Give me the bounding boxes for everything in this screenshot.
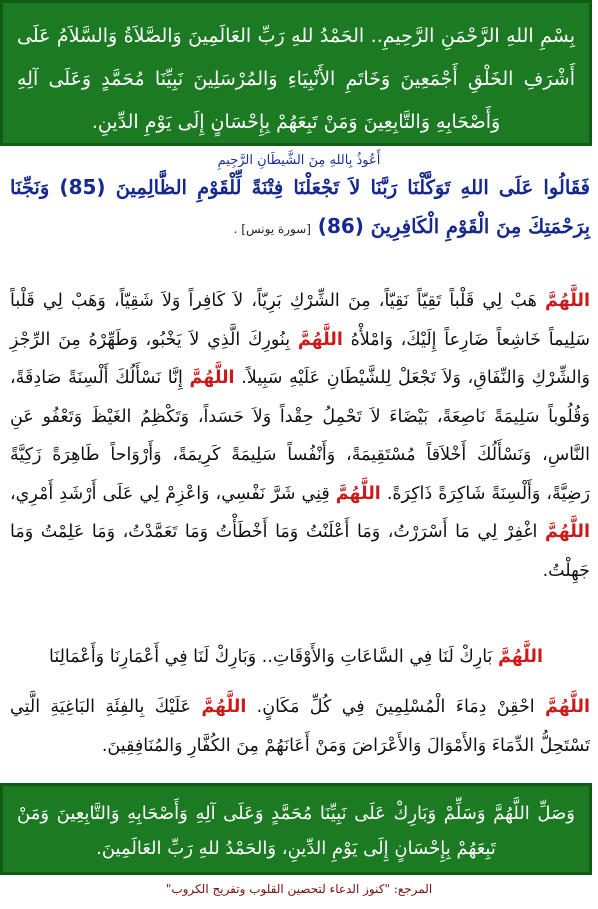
blessing-time-supplication <box>10 640 582 674</box>
ayah-number-86: (86) <box>317 214 364 238</box>
source-reference: المرجع: "كنوز الدعاء لتحصين القلوب وتفريج الكروب" <box>165 882 433 896</box>
allahumma-word: اللَّهُمَّ <box>545 291 590 311</box>
dua-segment-2: بِنُورِكَ الَّذِي لاَ يَخْبُو، وَطَهِّرْهُ مِنَ الرِّجْزِ وَالشِّرْكِ وَالنِّفَاقِ، وَلاَ تَجْعَلْ لِلشَّيْطَانِ عَلَيْهِ سَبِيلاً. <box>10 329 590 388</box>
verse-part-2: وَنَجِّنَا بِرَحْمَتِكَ مِنَ الْقَوْمِ الْكَافِرِينَ <box>10 176 590 238</box>
allahumma-word: اللَّهُمَّ <box>335 483 381 504</box>
surah-reference: [سورة يونس] . <box>233 222 311 236</box>
quran-verse <box>10 168 590 248</box>
allahumma-word: اللَّهُمَّ <box>545 697 590 717</box>
dua-segment-4: قِنِي شَرَّ نَفْسِي، وَاعْزِمْ لِي عَلَى أَرْشَدِ أَمْرِي، <box>10 483 330 504</box>
allahumma-word: اللَّهُمَّ <box>189 368 235 388</box>
closing-text: وَصَلِّ اللَّهُمَّ وَسَلِّمْ وَبَارِكْ عَلَى نَبِيِّنَا مُحَمَّدٍ وَعَلَى آلِهِ وَأَصْحَابِهِ وَالتَّابِعِينَ وَمَنْ تَبِعَهُمْ بِإِحْسَانٍ إِلَى يَوْمِ الدِّينِ، وَالحَمْدُ للهِ رَبِّ العَالَمِينَ. <box>17 803 575 859</box>
main-supplication <box>10 282 590 590</box>
allahumma-word: اللَّهُمَّ <box>498 647 544 667</box>
allahumma-word: اللَّهُمَّ <box>544 522 590 542</box>
istiadha-line: أَعُوذُ بِاللهِ مِنَ الشَّيطَانِ الرَّجِيمِ <box>217 153 381 168</box>
protection-supplication <box>10 688 590 766</box>
dua-segment-1: هَبْ لِي قَلْباً تَقِيّاً نَقِيّاً، مِنَ الشِّرْكِ بَرِيّاً، لاَ كَافِراً وَلاَ شَقِيّاً، وَهَبْ لِي قَلْباً سَلِيماً خَاشِعاً ضَارِعاً إِلَيْكَ، وَامْلأْهُ <box>10 291 590 350</box>
dua-segment-5: اغْفِرْ لِي مَا أَسْرَرْتُ، وَمَا أَعْلَنْتُ وَمَا أَخْطَأْتُ وَمَا تَعَمَّدْتُ، وَمَا عَلِمْتُ وَمَا جَهِلْتُ. <box>10 522 590 581</box>
dua-segment-3: إِنَّا نَسْأَلُكَ أَلْسِنَةً صَادِقَةً، وَقُلُوباً سَلِيمَةً نَاصِعَةً، بَيْضَاءَ لاَ تَحْمِلُ حِقْداً وَلاَ حَسَداً، وَتَكْظِمُ الغَيْظَ وَتَعْفُو عَنِ النَّاسِ، وَنَسْأَلُكَ أَخْلاَقاً مُسْتَقِيمَةً، وَأَنْفُساً سَلِيمَةً كَرِيمَةً، وَأَرْوَاحاً طَاهِرَةً زَكِيَّةً رَضِيَّةً، وَأَلْسِنَةً شَاكِرَةً ذَاكِرَةً. <box>10 368 590 504</box>
verse-part-1: فَقَالُوا عَلَى اللهِ تَوَكَّلْنَا رَبَّنَا لاَ تَجْعَلْنَا فِتْنَةً لِّلْقَوْمِ الظَّالِمِينَ <box>115 176 590 199</box>
barik-text: بَارِكْ لَنَا فِي السَّاعَاتِ وَالأَوْقَاتِ.. وَبَارِكْ لَنَا فِي أَعْمَارِنَا وَأَعْمَالِنَا <box>48 647 493 667</box>
opening-basmala-box <box>0 0 592 146</box>
sham-segment-1: احْقِنْ دِمَاءَ الْمُسْلِمِينَ فِي كُلِّ مَكَانٍ. <box>256 697 535 717</box>
opening-text: بِسْمِ اللهِ الرَّحْمَنِ الرَّحِيمِ.. الحَمْدُ للهِ رَبِّ العَالَمِينَ وَالصَّلاَةُ وَالسَّلاَمُ عَلَى أَشْرَفِ الخَلْقِ أَجْمَعِينَ وَخَاتَمِ الأَنْبِيَاءِ وَالمُرْسَلِينَ نَبِيِّنَا مُحَمَّدٍ وَعَلَى آلِهِ وَأَصْحَابِهِ وَالتَّابِعِينَ وَمَنْ تَبِعَهُمْ بِإِحْسَانٍ إِلَى يَوْمِ الدِّينِ. <box>17 25 575 133</box>
allahumma-word: اللَّهُمَّ <box>297 329 343 350</box>
sham-segment-2: عَلَيْكَ بِالفِئَةِ البَاغِيَةِ الَّتِي تَسْتَحِلُّ الدِّمَاءَ وَالأَمْوَالَ وَالأَعْرَاضَ وَمَنْ أَعَانَهُمْ مِنَ الكُفَّارِ وَالمُنَافِقِينَ. <box>10 697 590 756</box>
allahumma-word: اللَّهُمَّ <box>201 697 247 717</box>
ayah-number-85: (85) <box>59 175 106 199</box>
closing-salawat-box <box>0 783 592 875</box>
